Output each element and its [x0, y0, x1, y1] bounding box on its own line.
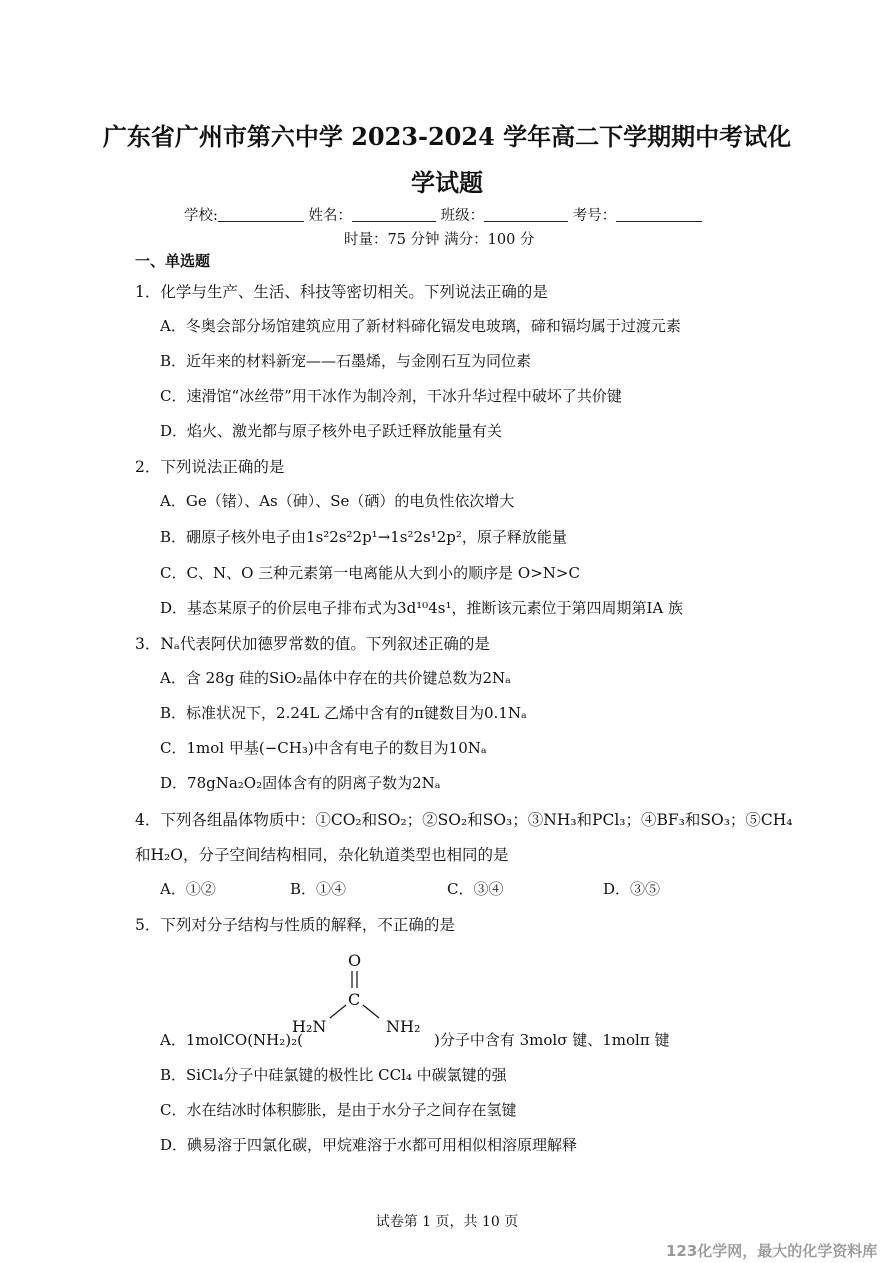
question-2-option-b: B．硼原子核外电子由1s²2s²2p¹→1s²2s¹2p²，原子释放能量 [160, 528, 567, 546]
question-4-option-d: D．③⑤ [603, 880, 661, 898]
question-5-option-c: C．水在结冰时体积膨胀，是由于水分子之间存在氢键 [160, 1101, 517, 1119]
question-4-option-c: C．③④ [447, 880, 504, 898]
question-5-option-a: A．1molCO(NH₂)₂( [160, 1031, 303, 1049]
question-5-option-d: D．碘易溶于四氯化碳，甲烷难溶于水都可用相似相溶原理解释 [160, 1136, 578, 1154]
urea-structure-diagram [286, 950, 446, 1050]
question-4-stem: 4．下列各组晶体物质中：①CO₂和SO₂；②SO₂和SO₃；③NH₃和PCl₃；④BF₃和SO₃；⑤CH₄ [135, 811, 793, 829]
question-3-option-c: C．1mol 甲基(−CH₃)中含有电子的数目为10Nₐ [160, 739, 487, 757]
school-label: 学校: [184, 208, 218, 224]
student-info-row [184, 204, 702, 225]
name-label: 姓名： [308, 208, 352, 224]
question-3-option-a: A．含 28g 硅的SiO₂晶体中存在的共价键总数为2Nₐ [160, 669, 511, 687]
question-2-option-a: A．Ge（锗）、As（砷）、Se（硒）的电负性依次增大 [160, 492, 515, 510]
question-1-option-c: C．速滑馆“冰丝带”用干冰作为制冷剂，干冰升华过程中破坏了共价键 [160, 387, 622, 405]
question-2-stem: 2．下列说法正确的是 [135, 458, 285, 476]
question-2-option-d: D．基态某原子的价层电子排布式为3d¹⁰4s¹，推断该元素位于第四周期第ⅠA 族 [160, 599, 683, 617]
class-blank [484, 207, 568, 222]
question-1-option-d: D．焰火、激光都与原子核外电子跃迁释放能量有关 [160, 422, 503, 440]
c-n-bond-right [363, 1005, 379, 1018]
school-blank [218, 207, 304, 222]
oxygen-atom-label: O [348, 951, 362, 970]
time-score: 时量：75 分钟 满分：100 分 [344, 232, 535, 248]
question-3-stem: 3．Nₐ代表阿伏加德罗常数的值。下列叙述正确的是 [135, 635, 490, 653]
question-5-option-a-tail: )分子中含有 3molσ 键、1molπ 键 [434, 1031, 670, 1049]
question-5-option-b: B．SiCl₄分子中硅氯键的极性比 CCl₄ 中碳氯键的强 [160, 1066, 507, 1084]
page-title-line2: 学试题 [411, 168, 483, 197]
question-1-option-a: A．冬奥会部分场馆建筑应用了新材料碲化镉发电玻璃，碲和镉均属于过渡元素 [160, 317, 681, 335]
amino-group-right-label: NH₂ [386, 1017, 421, 1036]
question-5-stem: 5．下列对分子结构与性质的解释，不正确的是 [135, 916, 455, 934]
id-blank [616, 207, 702, 222]
question-1-option-b: B．近年来的材料新宠——石墨烯，与金刚石互为同位素 [160, 352, 532, 370]
carbon-atom-label: C [348, 990, 361, 1009]
question-4-stem-continued: 和H₂O，分子空间结构相同，杂化轨道类型也相同的是 [135, 846, 509, 864]
question-3-option-d: D．78gNa₂O₂固体含有的阴离子数为2Nₐ [160, 774, 441, 792]
class-label: 班级： [440, 208, 485, 224]
amino-group-left-label: H₂N [292, 1017, 327, 1036]
question-3-option-b: B．标准状况下，2.24L 乙烯中含有的π键数目为0.1Nₐ [160, 704, 527, 722]
id-label: 考号： [572, 208, 617, 224]
c-n-bond-left [330, 1005, 346, 1018]
section-heading: 一、单选题 [135, 252, 211, 270]
question-4-option-b: B．①④ [290, 880, 347, 898]
question-4-option-a: A．①② [160, 880, 216, 898]
page-footer: 试卷第 1 页，共 10 页 [375, 1214, 519, 1230]
question-1-stem: 1．化学与生产、生活、科技等密切相关。下列说法正确的是 [135, 283, 548, 301]
question-2-option-c: C．C、N、O 三种元素第一电离能从大到小的顺序是 O>N>C [160, 564, 580, 582]
watermark: 123化学网，最大的化学资料库 [666, 1242, 878, 1260]
page-title-line1: 广东省广州市第六中学 2023-2024 学年高二下学期期中考试化 [102, 122, 792, 151]
name-blank [352, 207, 436, 222]
